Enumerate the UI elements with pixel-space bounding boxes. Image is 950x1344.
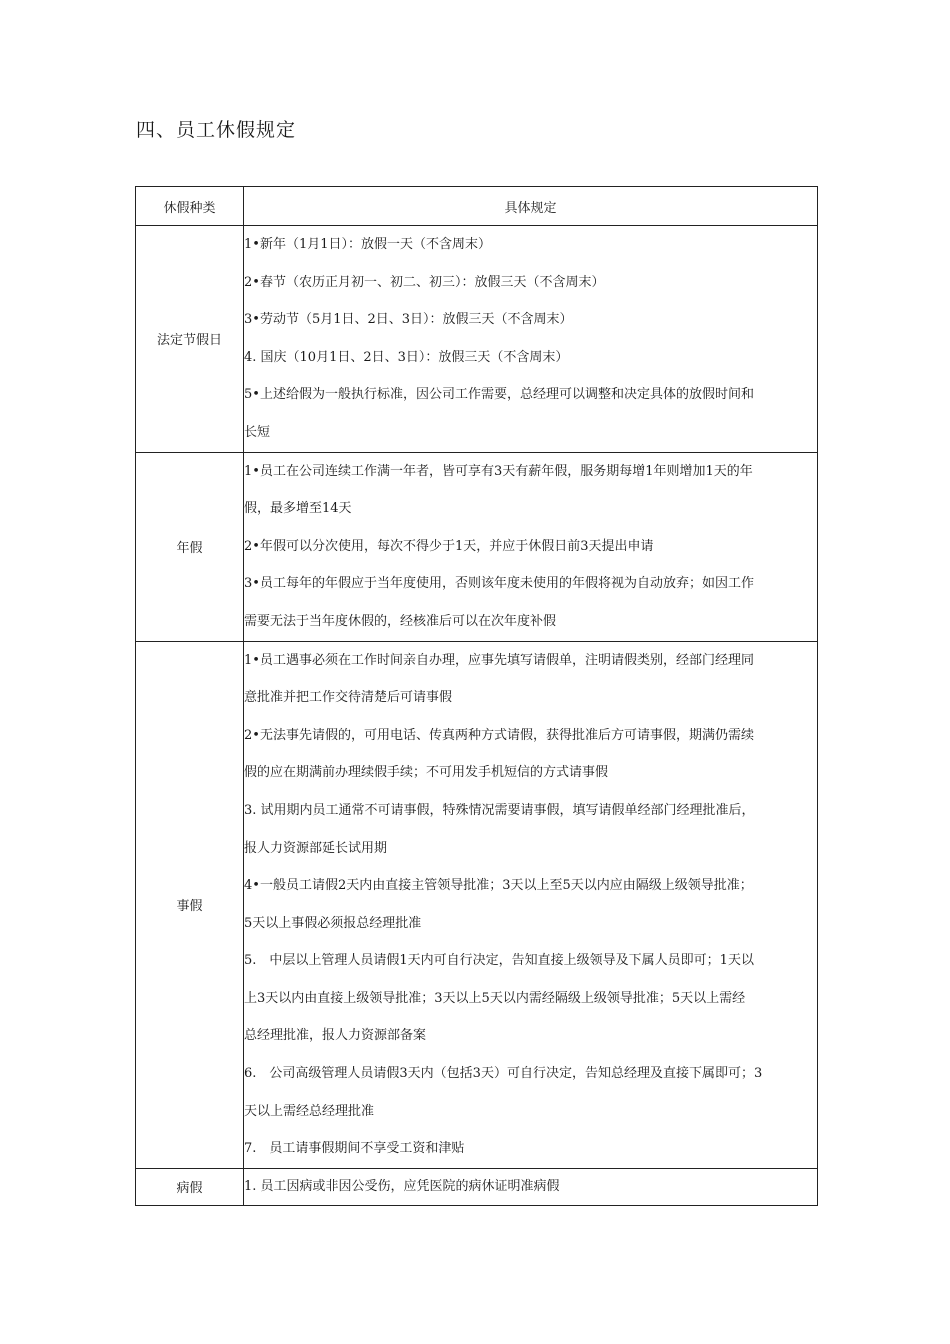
leave-type-cell: 年假 [136, 452, 244, 641]
rules-cell [244, 641, 818, 1168]
rule-line: 3•员工每年的年假应于当年度使用，否则该年度未使用的年假将视为自动放弃；如因工作 [244, 576, 754, 592]
table-row-personal-leave [136, 641, 818, 1168]
rule-line: 1•员工在公司连续工作满一年者，皆可享有3天有薪年假，服务期每增1年则增加1天的年 [244, 463, 753, 479]
rule-line: 上3天以内由直接上级领导批准；3天以上5天以内需经隔级上级领导批准；5天以上需经 [244, 990, 746, 1006]
rule-line: 4. 国庆（10月1日、2日、3日）：放假三天（不含周末） [244, 349, 569, 365]
column-header-leave-type: 休假种类 [136, 187, 244, 226]
rule-line: 需要无法于当年度休假的，经核准后可以在次年度补假 [244, 613, 557, 629]
rule-line: 6. 公司高级管理人员请假3天内（包括3天）可自行决定，告知总经理及直接下属即可；3 [244, 1066, 763, 1082]
rule-line: 意批准并把工作交待清楚后可请事假 [244, 690, 453, 706]
rule-line: 5天以上事假必须报总经理批准 [244, 915, 422, 931]
rules-cell [244, 452, 818, 641]
leave-type-cell: 事假 [136, 641, 244, 1168]
rule-line: 3•劳动节（5月1日、2日、3日）：放假三天（不含周末） [244, 312, 573, 328]
rule-line: 报人力资源部延长试用期 [244, 840, 388, 856]
rules-cell [244, 226, 818, 453]
table-row-statutory-holidays [136, 226, 818, 453]
table-row-annual-leave [136, 452, 818, 641]
rule-line: 1•员工遇事必须在工作时间亲自办理，应事先填写请假单，注明请假类别，经部门经理同 [244, 652, 754, 668]
rule-line: 总经理批准，报人力资源部备案 [244, 1028, 427, 1044]
rule-line: 4•一般员工请假2天内由直接主管领导批准；3天以上至5天以内应由隔级上级领导批准； [244, 878, 753, 894]
rule-line: 3. 试用期内员工通常不可请事假，特殊情况需要请事假，填写请假单经部门经理批准后， [244, 802, 755, 818]
column-header-rules: 具体规定 [244, 187, 818, 226]
leave-policy-table [135, 186, 818, 1206]
table-body [136, 187, 818, 1206]
rule-line: 1•新年（1月1日）：放假一天（不含周末） [244, 237, 491, 252]
rule-line: 1. 员工因病或非因公受伤，应凭医院的病休证明准病假 [244, 1178, 560, 1194]
rule-line: 假，最多增至14天 [244, 501, 352, 517]
rule-line: 2•年假可以分次使用，每次不得少于1天，并应于休假日前3天提出申请 [244, 538, 654, 554]
rule-line: 2•无法事先请假的，可用电话、传真两种方式请假，获得批准后方可请事假，期满仍需续 [244, 727, 754, 743]
rule-line: 长短 [244, 424, 271, 440]
leave-type-cell: 病假 [136, 1168, 244, 1205]
table-row-sick-leave [136, 1168, 818, 1205]
rule-line: 7. 员工请事假期间不享受工资和津贴 [244, 1141, 465, 1157]
table-header-row [136, 187, 818, 226]
rule-line: 2•春节（农历正月初一、初二、初三）：放假三天（不含周末） [244, 274, 605, 290]
rule-line: 5•上述给假为一般执行标准，因公司工作需要，总经理可以调整和决定具体的放假时间和 [244, 387, 754, 403]
rule-line: 假的应在期满前办理续假手续；不可用发手机短信的方式请事假 [244, 765, 609, 781]
rule-line: 5. 中层以上管理人员请假1天内可自行决定，告知直接上级领导及下属人员即可；1天以 [244, 953, 754, 969]
rule-line: 天以上需经总经理批准 [244, 1103, 375, 1119]
leave-type-cell: 法定节假日 [136, 226, 244, 453]
rules-cell [244, 1168, 818, 1205]
page-title: 四、员工休假规定 [136, 119, 297, 141]
